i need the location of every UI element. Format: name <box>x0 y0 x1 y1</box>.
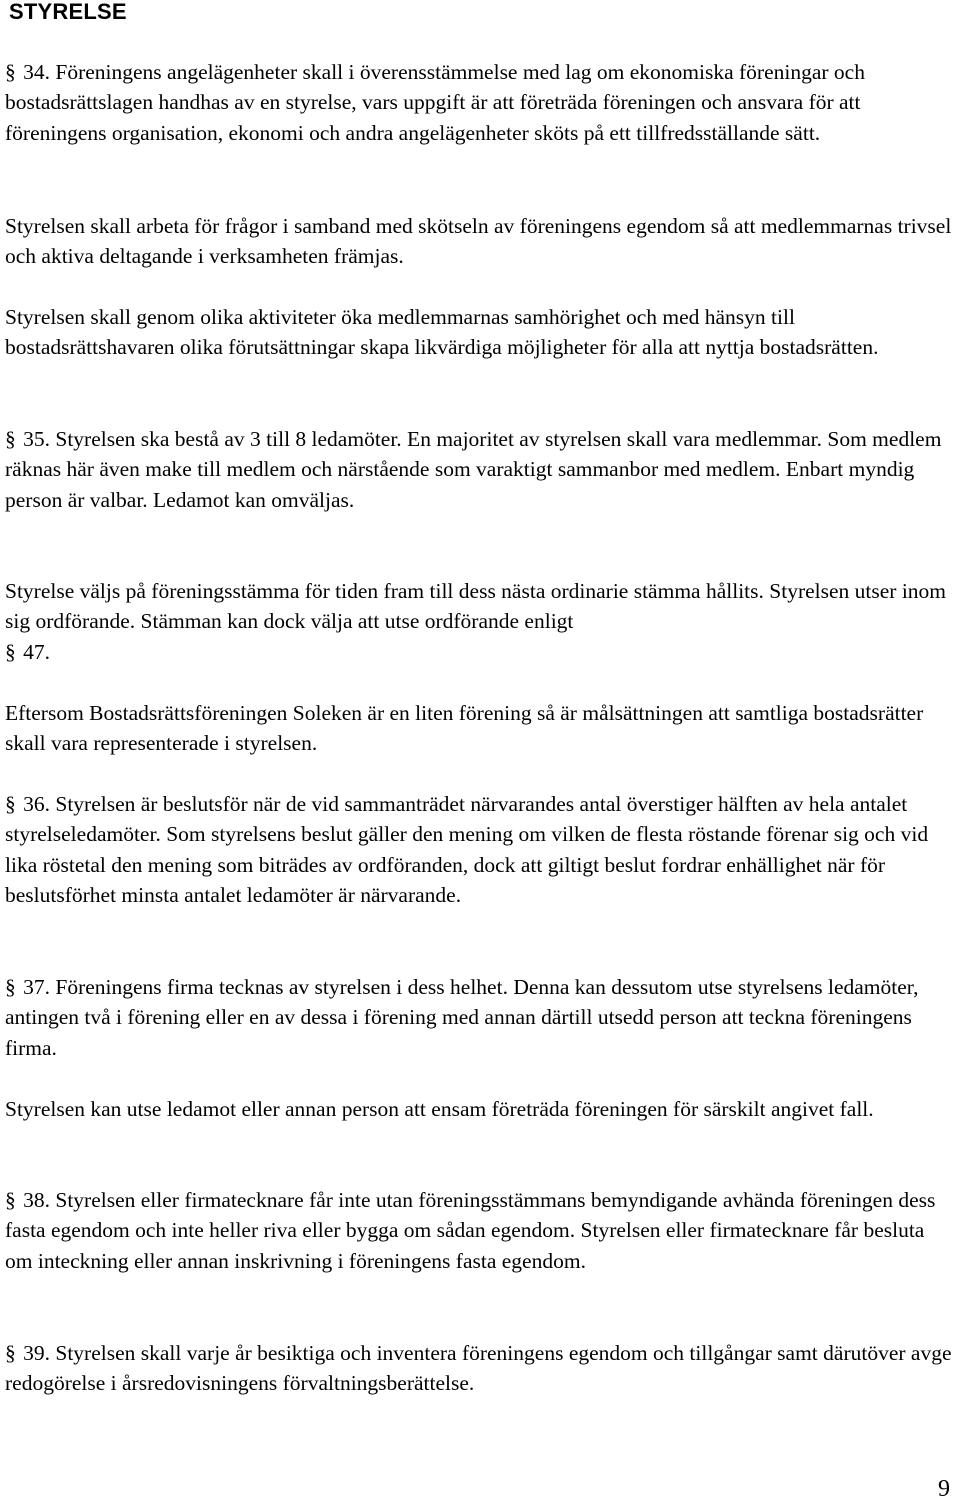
paragraph-37-special-case: Styrelsen kan utse ledamot eller annan person att ensam företräda föreningen för särskilt angivet fall. <box>5 1097 874 1121</box>
paragraph-36-text: 36. Styrelsen är beslutsför när de vid sammanträdet närvarandes antal överstiger hälften av hela antalet styrelseledamöter. Som styrelsens beslut gäller den mening om vilken de flesta röstande förenar sig och vid lika röstetal den mening som biträdes av ordföranden, dock att giltigt beslut fordrar enhällighet när för beslutsförhet minsta antalet ledamöter är närvarande. <box>5 792 929 907</box>
section-sign: § <box>5 1341 16 1365</box>
section-sign: § <box>5 427 16 451</box>
paragraph-38-text: 38. Styrelsen eller firmatecknare får inte utan föreningsstämmans bemyndigande avhända föreningen dess fasta egendom och inte heller riva eller bygga om sådan egendom. Styrelsen eller firmatecknare får besluta om inteckning eller annan inskrivning i föreningens fasta egendom. <box>5 1188 936 1273</box>
paragraph-35-election-text: Styrelse väljs på föreningsstämma för tiden fram till dess nästa ordinarie stämma hållits. Styrelsen utser inom sig ordförande. Stämman kan dock välja att utse ordförande enligt <box>5 579 947 634</box>
paragraph-35 <box>5 424 953 515</box>
section-sign: § <box>5 792 16 816</box>
section-sign: § <box>5 975 16 999</box>
paragraph-35-text: 35. Styrelsen ska bestå av 3 till 8 ledamöter. En majoritet av styrelsen skall vara medlemmar. Som medlem räknas här även make till medlem och närstående som varaktigt sammanbor med medlem. Enbart myndig person är valbar. Ledamot kan omväljas. <box>5 427 942 512</box>
paragraph-35-representation: Eftersom Bostadsrättsföreningen Soleken är en liten förening så är målsättningen att samtliga bostadsrätter skall vara representerade i styrelsen. <box>5 701 924 756</box>
paragraph-34-board-duties: Styrelsen skall arbeta för frågor i samband med skötseln av föreningens egendom så att medlemmarnas trivsel och aktiva deltagande i verksamheten främjas. <box>5 214 952 269</box>
paragraph-34-community: Styrelsen skall genom olika aktiviteter öka medlemmarnas samhörighet och med hänsyn till bostadsrättshavaren olika förutsättningar skapa likvärdiga möjligheter för alla att nyttja bostadsrätten. <box>5 305 879 360</box>
paragraph-39-text: 39. Styrelsen skall varje år besiktiga och inventera föreningens egendom och tillgångar samt därutöver avge redogörelse i årsredovisningens förvaltningsberättelse. <box>5 1341 952 1396</box>
page-heading: STYRELSE <box>9 0 127 24</box>
paragraph-36 <box>5 789 953 910</box>
paragraph-37-text: 37. Föreningens firma tecknas av styrelsen i dess helhet. Denna kan dessutom utse styrelsens ledamöter, antingen två i förening eller en av dessa i förening med annan därtill utsedd person att teckna föreningens firma. <box>5 975 919 1060</box>
page-number: 9 <box>938 1476 950 1502</box>
paragraph-34 <box>5 57 953 148</box>
paragraph-35-election <box>5 576 953 667</box>
section-reference-47: 47. <box>17 639 50 664</box>
paragraph-37 <box>5 972 953 1063</box>
section-sign: § <box>5 1188 16 1212</box>
paragraph-34-text: 34. Föreningens angelägenheter skall i överensstämmelse med lag om ekonomiska föreningar och bostadsrättslagen handhas av en styrelse, vars uppgift är att företräda föreningen och ansvara för att föreningens organisation, ekonomi och andra angelägenheter sköts på ett tillfredsställande sätt. <box>5 60 865 145</box>
section-sign: § <box>5 639 16 664</box>
paragraph-39 <box>5 1338 953 1399</box>
paragraph-38 <box>5 1185 953 1276</box>
section-sign: § <box>5 60 16 84</box>
